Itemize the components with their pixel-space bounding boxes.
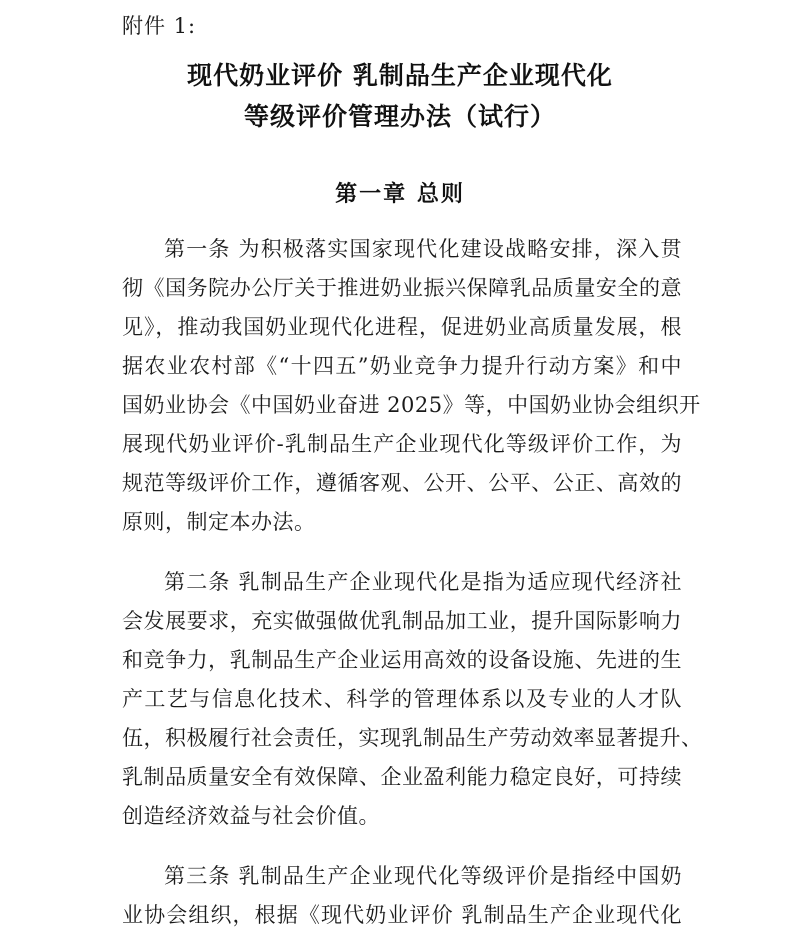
paragraph-line: 产工艺与信息化技术、科学的管理体系以及专业的人才队: [122, 687, 682, 711]
document-title-line-2: 等级评价管理办法（试行）: [243, 102, 556, 131]
paragraph-line: 和竞争力，乳制品生产企业运用高效的设备设施、先进的生: [122, 648, 682, 672]
paragraph-line: 见》，推动我国奶业现代化进程，促进奶业高质量发展，根: [122, 315, 682, 339]
article-1-paragraph: [122, 230, 701, 542]
paragraph-line: 业协会组织，根据《现代奶业评价 乳制品生产企业现代化: [122, 903, 682, 927]
chapter-heading: 第一章 总则: [335, 182, 465, 207]
paragraph-line: 乳制品质量安全有效保障、企业盈利能力稳定良好，可持续: [122, 765, 682, 789]
paragraph-line: 第二条 乳制品生产企业现代化是指为适应现代经济社: [164, 570, 682, 594]
attachment-label: 附件 1:: [122, 14, 197, 38]
paragraph-line: 第一条 为积极落实国家现代化建设战略安排，深入贯: [164, 237, 682, 261]
paragraph-line: 会发展要求，充实做强做优乳制品加工业，提升国际影响力: [122, 609, 682, 633]
paragraph-line: 展现代奶业评价-乳制品生产企业现代化等级评价工作，为: [122, 432, 682, 456]
article-2-paragraph: [122, 563, 703, 836]
paragraph-line: 国奶业协会《中国奶业奋进 2025》等，中国奶业协会组织开: [122, 393, 701, 417]
paragraph-line: 第三条 乳制品生产企业现代化等级评价是指经中国奶: [164, 864, 682, 888]
paragraph-line: 原则，制定本办法。: [122, 510, 316, 534]
paragraph-line: 创造经济效益与社会价值。: [122, 804, 380, 828]
paragraph-line: 规范等级评价工作，遵循客观、公开、公平、公正、高效的: [122, 471, 682, 495]
document-title-line-1: 现代奶业评价 乳制品生产企业现代化: [187, 61, 613, 90]
paragraph-line: 彻《国务院办公厅关于推进奶业振兴保障乳品质量安全的意: [122, 276, 682, 300]
paragraph-line: 伍，积极履行社会责任，实现乳制品生产劳动效率显著提升、: [122, 726, 703, 750]
paragraph-line: 据农业农村部《“十四五”奶业竞争力提升行动方案》和中: [122, 354, 682, 378]
article-3-paragraph: [122, 857, 682, 934]
